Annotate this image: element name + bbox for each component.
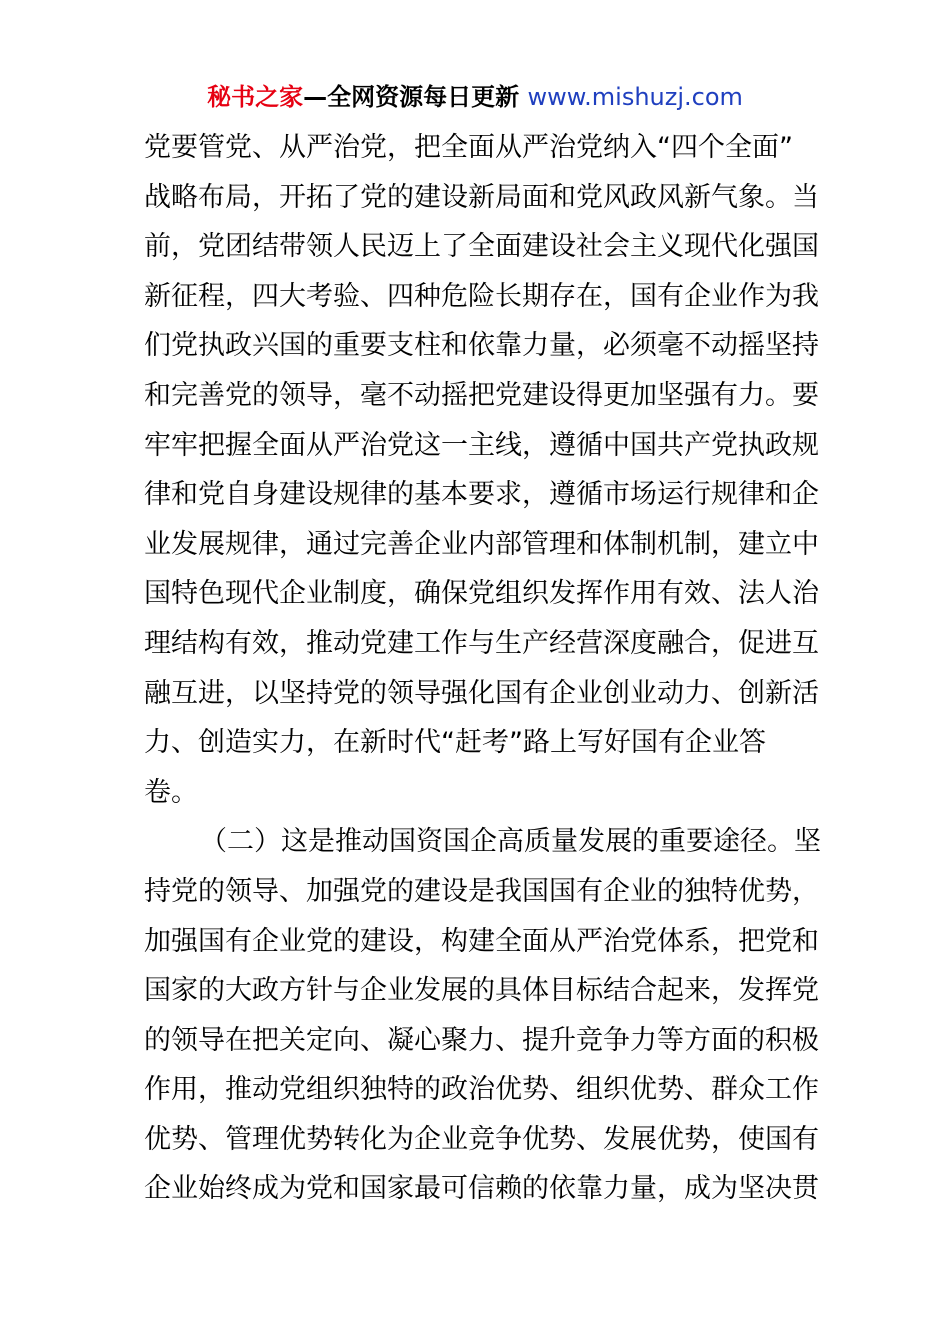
site-brand: 秘书之家 bbox=[207, 83, 304, 111]
section-heading-line: （二）这是推动国资国企高质量发展的重要途径。坚 bbox=[200, 826, 821, 858]
site-tagline: —全网资源每日更新 bbox=[303, 83, 528, 111]
text-line: 国特色现代企业制度，确保党组织发挥作用有效、法人治 bbox=[144, 578, 819, 610]
text-line: 前，党团结带领人民迈上了全面建设社会主义现代化强国 bbox=[144, 231, 819, 263]
text-line: 融互进，以坚持党的领导强化国有企业创业动力、创新活 bbox=[144, 677, 819, 709]
text-line: 的领导在把关定向、凝心聚力、提升竞争力等方面的积极 bbox=[144, 1024, 819, 1056]
text-line: 新征程，四大考验、四种危险长期存在，国有企业作为我 bbox=[144, 280, 819, 312]
text-line: 国家的大政方针与企业发展的具体目标结合起来，发挥党 bbox=[144, 975, 819, 1007]
text-line: 力、创造实力，在新时代“赶考”路上写好国有企业答 bbox=[144, 727, 766, 759]
text-line: 律和党自身建设规律的基本要求，遵循市场运行规律和企 bbox=[144, 479, 819, 511]
text-line: 和完善党的领导，毫不动摇把党建设得更加坚强有力。要 bbox=[144, 379, 819, 411]
text-line: 作用，推动党组织独特的政治优势、组织优势、群众工作 bbox=[144, 1074, 819, 1106]
text-line: 理结构有效，推动党建工作与生产经营深度融合，促进互 bbox=[144, 627, 819, 659]
text-line: 卷。 bbox=[144, 776, 198, 808]
text-line: 牢牢把握全面从严治党这一主线，遵循中国共产党执政规 bbox=[144, 429, 819, 461]
text-line: 战略布局，开拓了党的建设新局面和党风政风新气象。当 bbox=[144, 181, 819, 213]
text-line: 业发展规律，通过完善企业内部管理和体制机制，建立中 bbox=[144, 528, 819, 560]
text-line: 加强国有企业党的建设，构建全面从严治党体系，把党和 bbox=[144, 925, 819, 957]
document-body bbox=[144, 123, 824, 1214]
site-url-link[interactable]: www.mishuzj.com bbox=[527, 83, 743, 111]
page-header bbox=[0, 80, 950, 114]
text-line: 企业始终成为党和国家最可信赖的依靠力量，成为坚决贯 bbox=[144, 1173, 819, 1205]
text-line: 优势、管理优势转化为企业竞争优势、发展优势，使国有 bbox=[144, 1123, 819, 1155]
text-line: 们党执政兴国的重要支柱和依靠力量，必须毫不动摇坚持 bbox=[144, 330, 819, 362]
text-line: 党要管党、从严治党，把全面从严治党纳入“四个全面” bbox=[144, 132, 793, 163]
text-line: 持党的领导、加强党的建设是我国国有企业的独特优势， bbox=[144, 875, 819, 907]
